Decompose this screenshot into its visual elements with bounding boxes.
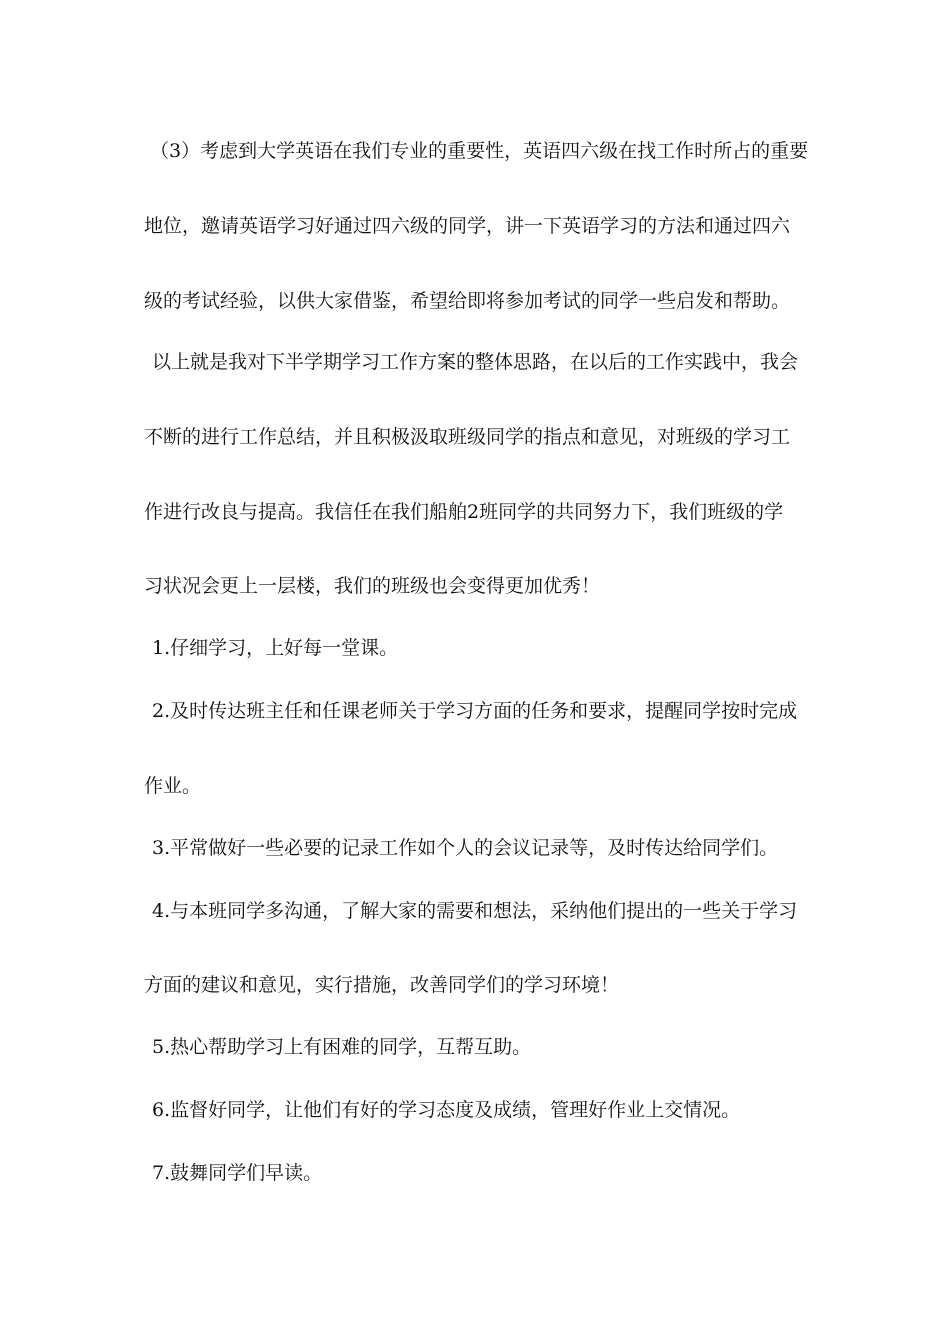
conclusion-line-4: 习状况会更上一层楼，我们的班级也会变得更加优秀！ — [144, 575, 601, 597]
conclusion-line-2: 不断的进行工作总结，并且积极汲取班级同学的指点和意见，对班级的学习工 — [144, 426, 791, 448]
duty-item-2-line-1: 2.及时传达班主任和任课老师关于学习方面的任务和要求，提醒同学按时完成 — [152, 700, 798, 722]
duty-item-1: 1.仔细学习，上好每一堂课。 — [152, 637, 399, 659]
duty-item-7: 7.鼓舞同学们早读。 — [152, 1162, 323, 1184]
duty-item-4-line-2: 方面的建议和意见，实行措施，改善同学们的学习环境！ — [144, 974, 620, 996]
study-plan-line-3: 级的考试经验，以供大家借鉴，希望给即将参加考试的同学一些启发和帮助。 — [144, 290, 791, 312]
study-plan-line-2: 地位，邀请英语学习好通过四六级的同学，讲一下英语学习的方法和通过四六 — [144, 215, 791, 237]
study-plan-line-1: （3）考虑到大学英语在我们专业的重要性，英语四六级在找工作时所占的重要 — [150, 140, 809, 162]
duty-item-2-line-2: 作业。 — [144, 775, 202, 797]
conclusion-line-3: 作进行改良与提高。我信任在我们船舶2班同学的共同努力下，我们班级的学 — [144, 501, 784, 523]
duty-item-6: 6.监督好同学，让他们有好的学习态度及成绩，管理好作业上交情况。 — [152, 1099, 741, 1121]
duty-item-4-line-1: 4.与本班同学多沟通，了解大家的需要和想法，采纳他们提出的一些关于学习 — [152, 900, 798, 922]
duty-item-3: 3.平常做好一些必要的记录工作如个人的会议记录等，及时传达给同学们。 — [152, 837, 779, 859]
duty-item-5: 5.热心帮助学习上有困难的同学，互帮互助。 — [152, 1036, 532, 1058]
conclusion-line-1: 以上就是我对下半学期学习工作方案的整体思路，在以后的工作实践中，我会 — [152, 351, 799, 373]
